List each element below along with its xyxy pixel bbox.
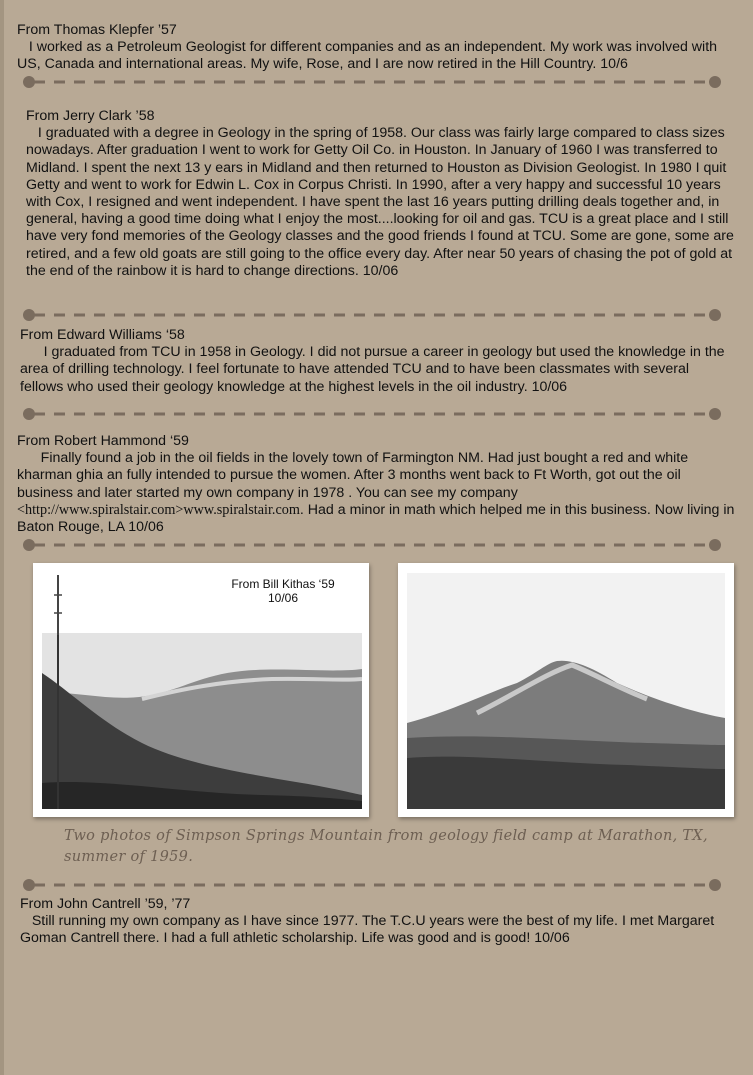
entry-text: I worked as a Petroleum Geologist for different companies and as an independent. My work was involved with US, Canada and international areas. My wife, Rose, and I are now retired in the Hill Country. 10/6 — [17, 39, 718, 73]
company-link[interactable]: <http://www.spiralstair.com>www.spiralstair.com — [17, 501, 300, 518]
section-divider — [20, 876, 724, 894]
entry-author: From Robert Hammond ‘59 — [17, 433, 189, 449]
entry-text: Still running my own company as I have since 1977. The T.C.U years were the best of my life. I met Margaret Goman Cantrell there. I had a full athletic scholarship. Life was good and is good! 10/06 — [20, 913, 715, 947]
mountain-photo-image — [407, 573, 725, 809]
entry-text: Finally found a job in the oil fields in the lovely town of Farmington NM. Had just bought a red and white kharman ghia an fully intended to pursue the women. After 3 months went back to Ft Worth, got out the oil business and later started my own company in 1978 . You can see my company <http://www.spiralstair.com>www.spiralstair.com. Had a minor in math which helped me in this business. Now living in Baton Rouge, LA 10/06 — [17, 450, 735, 536]
entry-robert-hammond — [17, 433, 737, 536]
entry-author: From Jerry Clark ’58 — [26, 108, 155, 124]
section-divider — [20, 405, 724, 423]
photo-simpson-springs-2 — [398, 563, 734, 817]
entry-author: From John Cantrell ’59, ’77 — [20, 896, 191, 912]
entry-edward-williams — [20, 327, 735, 396]
photo-caption: Two photos of Simpson Springs Mountain from geology field camp at Marathon, TX, summer of 1959. — [64, 828, 708, 865]
entry-john-cantrell — [20, 896, 725, 948]
photo-simpson-springs-1 — [33, 563, 369, 817]
entry-author: From Thomas Klepfer ’57 — [17, 22, 177, 38]
antenna-mast-image — [53, 575, 65, 635]
photo-credit: From Bill Kithas ‘59 10/06 — [231, 577, 335, 605]
section-divider — [20, 306, 724, 324]
entry-text: I graduated from TCU in 1958 in Geology. I did not pursue a career in geology but used the knowledge in the area of drilling technology. I feel fortunate to have attended TCU and to have been classmates with several fellows who used their geology knowledge at the highest levels in the oil industry. 10/06 — [20, 344, 725, 395]
mountain-photo-image — [42, 633, 362, 809]
page-left-edge — [0, 0, 4, 1075]
section-divider — [20, 536, 724, 554]
section-divider — [20, 73, 724, 91]
entry-author: From Edward Williams ‘58 — [20, 327, 185, 343]
entry-text: I graduated with a degree in Geology in the spring of 1958. Our class was fairly large compared to class sizes nowadays. After graduation I went to work for Getty Oil Co. in Houston. In January of 1960 I was transferred to Midland. I spent the next 13 y ears in Midland and then returned to Houston as Division Geologist. In 1980 I quit Getty and went to work for Edwin L. Cox in Corpus Christi. In 1990, after a very happy and successful 10 years with Cox, I resigned and went independent. I have spent the last 16 years putting drilling deals together and, in general, having a good time doing what I enjoy the most....looking for oil and gas. TCU is a great place and I still have very fond memories of the Geology classes and the good friends I found at TCU. Some are gone, some are retired, and a few old goats are still going to the office every day. After near 50 years of chasing the pot of gold at the end of the rainbow it is hard to change directions. 10/06 — [26, 125, 734, 279]
entry-thomas-klepfer — [17, 22, 737, 74]
entry-jerry-clark — [26, 108, 736, 280]
